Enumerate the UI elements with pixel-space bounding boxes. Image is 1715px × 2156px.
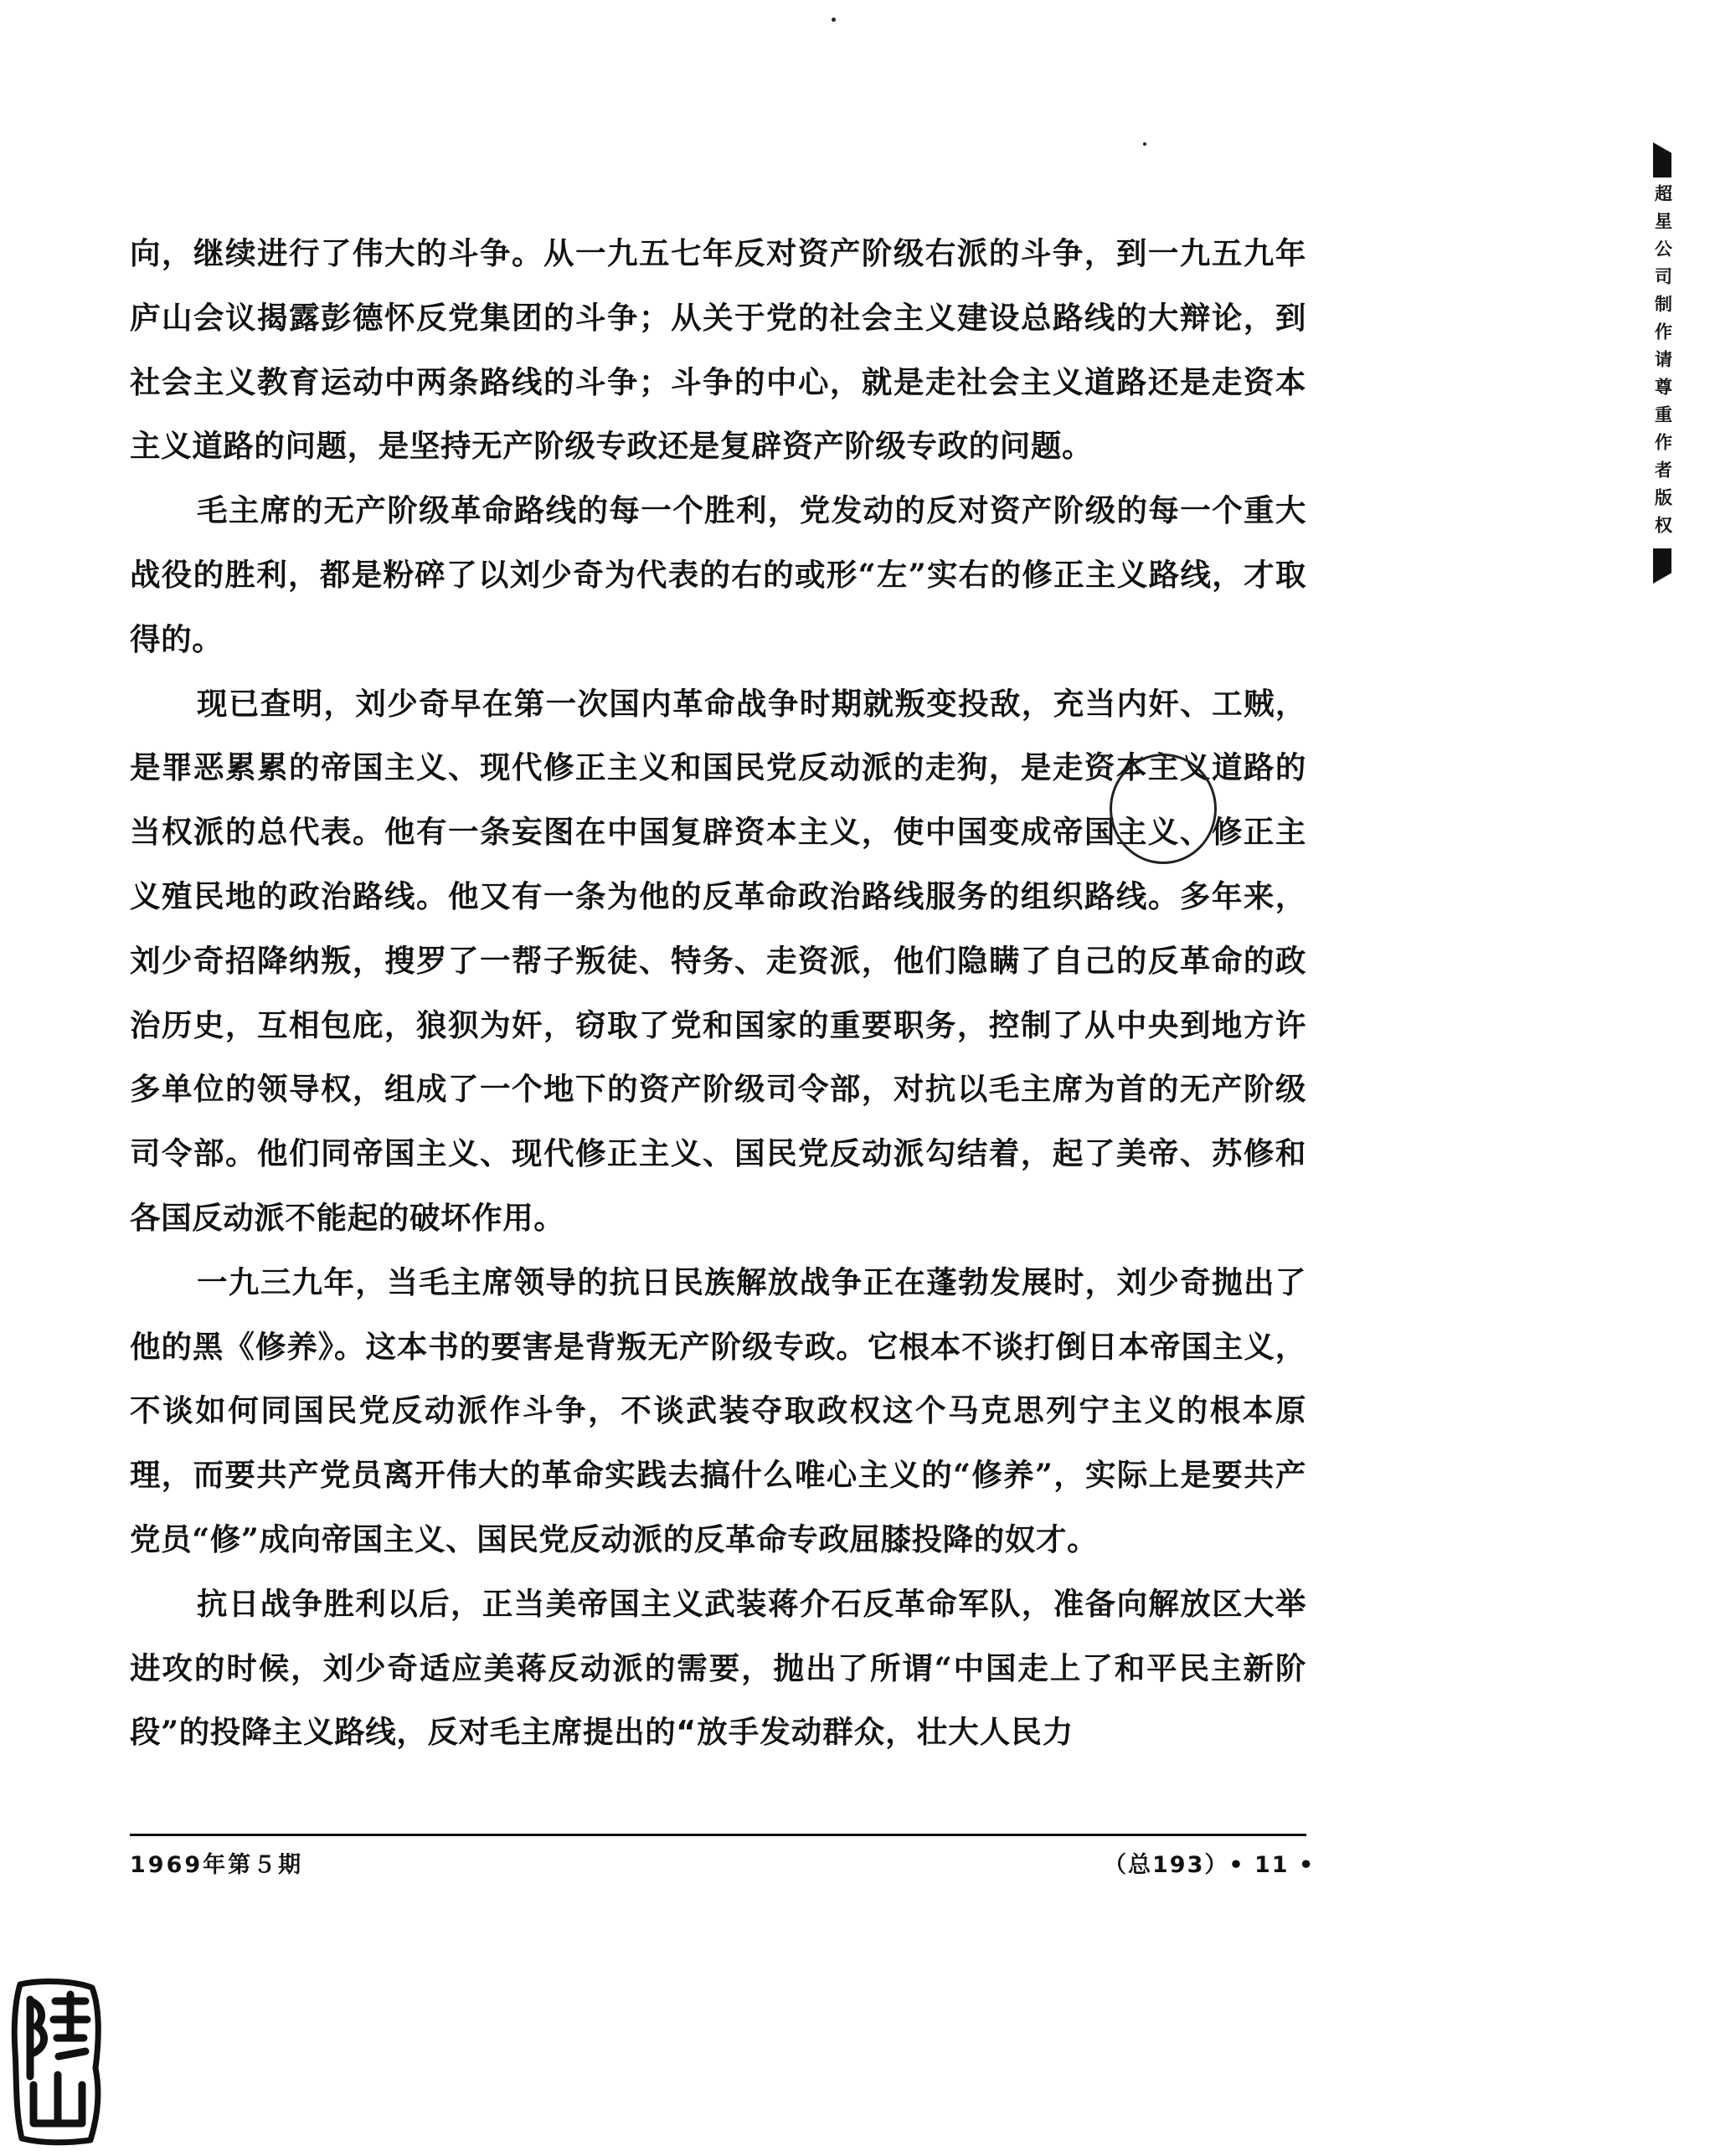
footer-issue: 1969年第５期 (130, 1852, 304, 1878)
side-copyright-notice (1648, 142, 1676, 584)
paragraph-5-bold-quote: “放手发动群众，壮大人民力 (676, 1714, 1074, 1751)
paragraph-3: 现已查明，刘少奇早在第一次国内革命战争时期就叛变投敌，充当内奸、工贼，是罪恶累累的帝国主义、现代修正主义和国民党反动派的走狗，是走资本主义道路的当权派的总代表。他有一条妄图在中国复辟资本主义，使中国变成帝国主义、修正主义殖民地的政治路线。他又有一条为他的反革命政治路线服务的组织路线。多年来，刘少奇招降纳叛，搜罗了一帮子叛徒、特务、走资派，他们隐瞒了自己的反革命的政治历史，互相包庇，狼狈为奸，窃取了党和国家的重要职务，控制了从中央到地方许多单位的领导权，组成了一个地下的资产阶级司令部，对抗以毛主席为首的无产阶级司令部。他们同帝国主义、现代修正主义、国民党反动派勾结着，起了美帝、苏修和各国反动派不能起的破坏作用。 (130, 685, 1306, 1236)
hand-drawn-circle-annotation (1110, 754, 1217, 864)
footer-page-number: （总193）• 11 • (1104, 1852, 1316, 1878)
paragraph-2: 毛主席的无产阶级革命路线的每一个胜利，党发动的反对资产阶级的每一个重大战役的胜利，都是粉碎了以刘少奇为代表的右的或形“左”实右的修正主义路线，才取得的。 (130, 492, 1306, 657)
scan-speck (1143, 142, 1146, 146)
scan-speck (832, 18, 836, 22)
footer-rule (130, 1834, 1306, 1836)
seal-stamp (8, 1976, 105, 2148)
notice-bar-top-icon (1653, 142, 1671, 178)
paragraph-4: 一九三九年，当毛主席领导的抗日民族解放战争正在蓬勃发展时，刘少奇抛出了他的黑《修养》。这本书的要害是背叛无产阶级专政。它根本不谈打倒日本帝国主义，不谈如何同国民党反动派作斗争，不谈武装夺取政权这个马克思列宁主义的根本原理，而要共产党员离开伟大的革命实践去搞什么唯心主义的“修养”，实际上是要共产党员“修”成向帝国主义、国民党反动派的反革命专政屈膝投降的奴才。 (130, 1263, 1306, 1557)
paragraph-1: 向，继续进行了伟大的斗争。从一九五七年反对资产阶级右派的斗争，到一九五九年庐山会议揭露彭德怀反党集团的斗争；从关于党的社会主义建设总路线的大辩论，到社会主义教育运动中两条路线的斗争；斗争的中心，就是走社会主义道路还是走资本主义道路的问题，是坚持无产阶级专政还是复辟资产阶级专政的问题。 (130, 235, 1306, 465)
notice-bar-bottom-icon (1653, 548, 1671, 584)
side-notice-text: 超星公司制作请尊重作者版权 (1652, 184, 1673, 543)
paragraph-5 (130, 1572, 1306, 1765)
body-text (130, 222, 1306, 1765)
paragraph-5-text: 抗日战争胜利以后，正当美帝国主义武装蒋介石反革命军队，准备向解放区大举进攻的时候，刘少奇适应美蒋反动派的需要，抛出了所谓“中国走上了和平民主新阶段”的投降主义路线，反对毛主席提出的 (130, 1585, 1306, 1751)
